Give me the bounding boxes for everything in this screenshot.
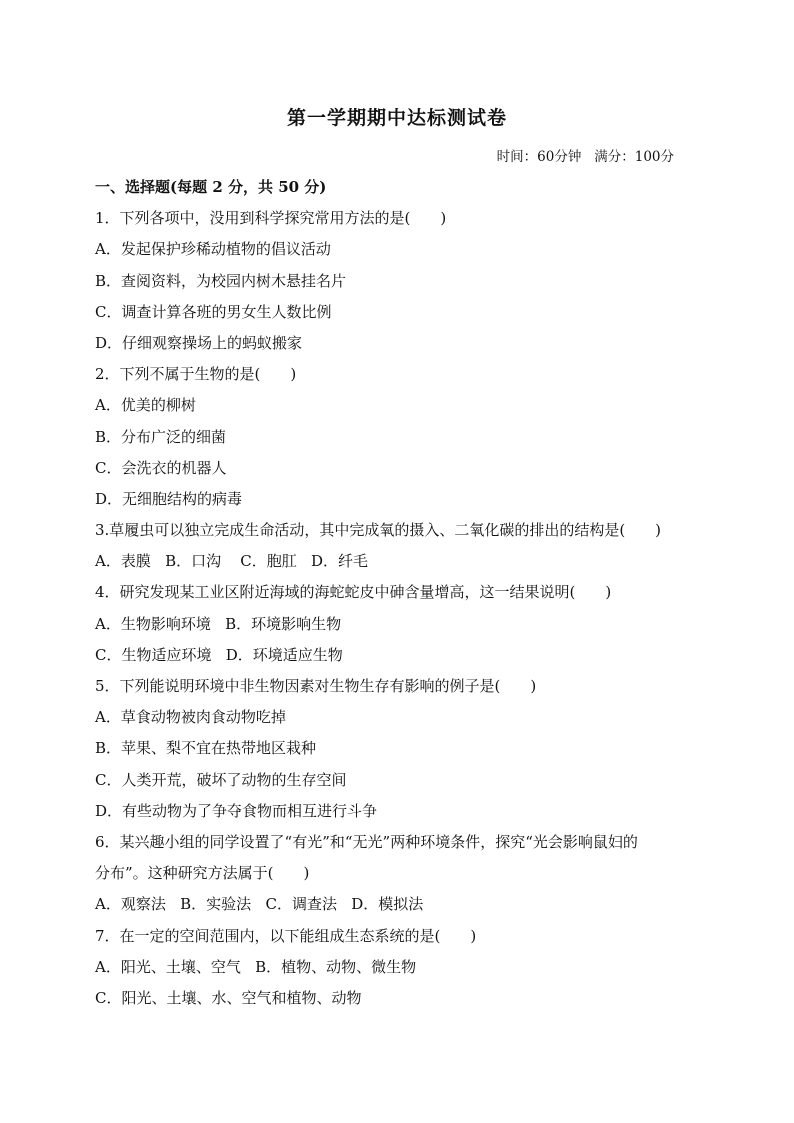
question-2-option-c: C．会洗衣的机器人	[95, 458, 227, 477]
question-2-option-d: D．无细胞结构的病毒	[95, 489, 243, 508]
exam-time-score: 时间：60分钟 满分：100分	[496, 149, 674, 165]
question-7: 7．在一定的空间范围内，以下能组成生态系统的是( )	[95, 926, 477, 945]
question-1: 1．下列各项中，没用到科学探究常用方法的是( )	[95, 209, 447, 228]
question-2: 2．下列不属于生物的是( )	[95, 365, 297, 384]
question-4-options-ab: A．生物影响环境 B．环境影响生物	[95, 614, 342, 633]
question-4-options-cd: C．生物适应环境 D．环境适应生物	[95, 645, 343, 664]
section-title: 一、选择题(每题 2 分，共 50 分)	[95, 178, 327, 196]
question-6: 6．某兴趣小组的同学设置了“有光”和“无光”两种环境条件，探究“光会影响鼠妇的	[95, 832, 638, 851]
question-2-option-a: A．优美的柳树	[95, 396, 196, 415]
question-2-option-b: B．分布广泛的细菌	[95, 427, 227, 446]
question-5-option-d: D．有些动物为了争夺食物而相互进行斗争	[95, 801, 378, 820]
question-1-option-d: D．仔细观察操场上的蚂蚁搬家	[95, 333, 303, 352]
question-3-options: A．表膜 B．口沟 C．胞肛 D．纤毛	[95, 552, 369, 571]
question-1-option-a: A．发起保护珍稀动植物的倡议活动	[95, 240, 331, 259]
question-5-option-c: C．人类开荒，破坏了动物的生存空间	[95, 770, 347, 789]
question-5-option-a: A．草食动物被肉食动物吃掉	[95, 708, 286, 727]
question-7-option-c: C．阳光、土壤、水、空气和植物、动物	[95, 988, 362, 1007]
question-1-option-c: C．调查计算各班的男女生人数比例	[95, 302, 332, 321]
question-1-option-b: B．查阅资料，为校园内树木悬挂名片	[95, 271, 347, 290]
question-6-continued: 分布”。这种研究方法属于( )	[95, 864, 310, 883]
question-5-option-b: B．苹果、梨不宜在热带地区栽种	[95, 739, 317, 758]
question-6-options: A．观察法 B．实验法 C．调查法 D．模拟法	[95, 895, 424, 914]
page-title: 第一学期期中达标测试卷	[286, 107, 507, 129]
question-3: 3.草履虫可以独立完成生命活动，其中完成氧的摄入、二氧化碳的排出的结构是( )	[95, 521, 662, 540]
question-4: 4．研究发现某工业区附近海域的海蛇蛇皮中砷含量增高，这一结果说明( )	[95, 583, 612, 602]
question-7-options-ab: A．阳光、土壤、空气 B．植物、动物、微生物	[95, 957, 417, 976]
question-content	[95, 172, 695, 1014]
question-5: 5．下列能说明环境中非生物因素对生物生存有影响的例子是( )	[95, 677, 537, 695]
